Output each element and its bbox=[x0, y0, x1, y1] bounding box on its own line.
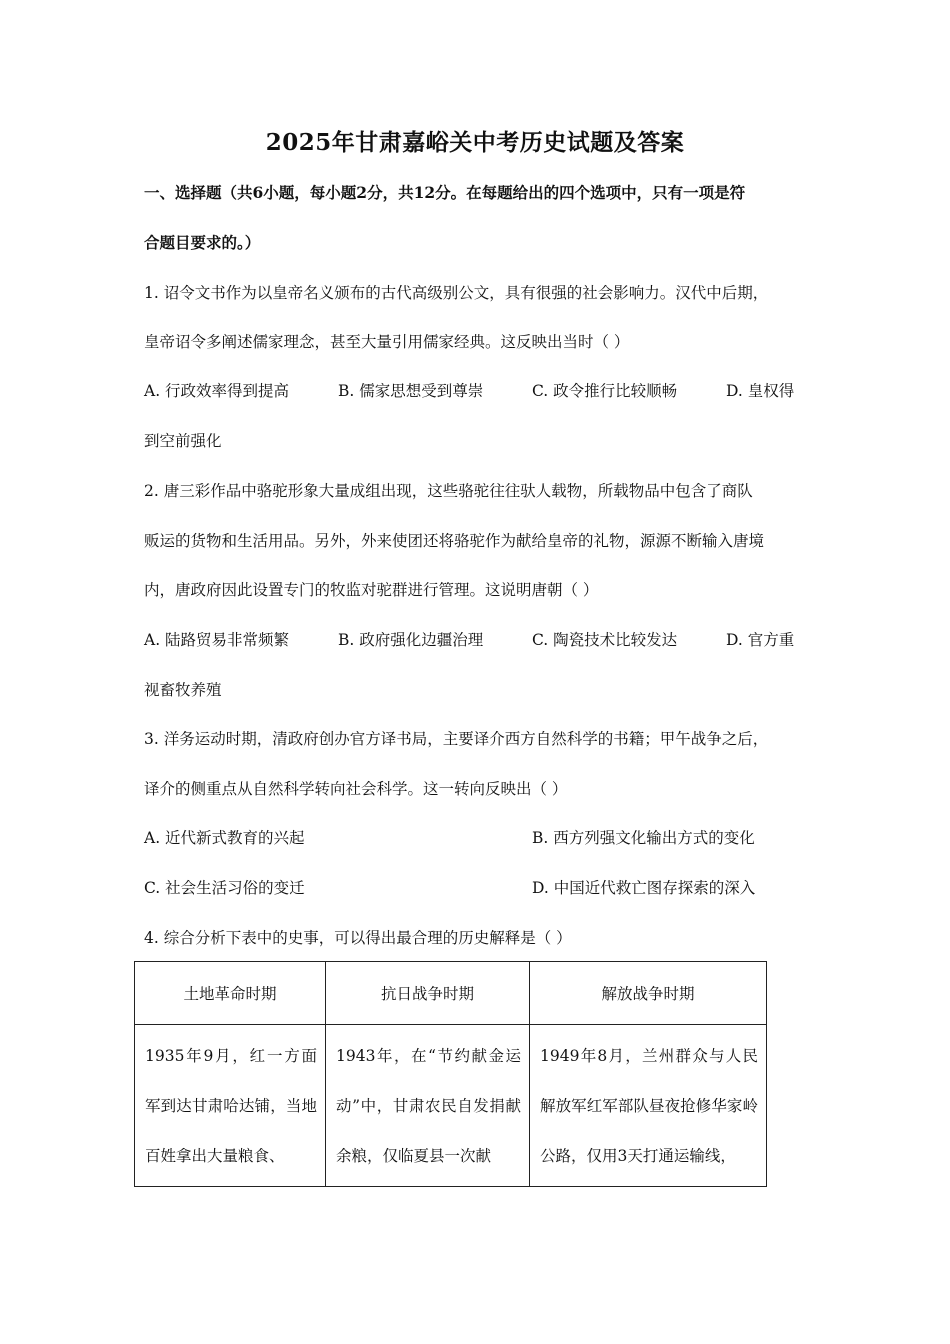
q3-option-d: D. 中国近代救亡图存探索的深入 bbox=[532, 879, 756, 897]
q1-option-a: A. 行政效率得到提高 bbox=[144, 382, 290, 400]
q2-option-c: C. 陶瓷技术比较发达 bbox=[532, 631, 678, 649]
table-cell-liberation-war bbox=[530, 1025, 767, 1187]
table-header-land-revolution: 土地革命时期 bbox=[135, 962, 326, 1025]
table-cell-anti-japanese-war bbox=[326, 1025, 530, 1187]
table-cell-land-revolution bbox=[135, 1025, 326, 1187]
q1-option-d-wrap: 到空前强化 bbox=[144, 432, 222, 450]
q2-option-d: D. 官方重 bbox=[726, 631, 795, 649]
table-cell-text: 1949年8月，兰州群众与人民解放军红军部队昼夜抢修华家岭公路，仅用3天打通运输线， bbox=[540, 1047, 758, 1165]
table-header-liberation-war: 解放战争时期 bbox=[530, 962, 767, 1025]
q2-stem-line-1: 2. 唐三彩作品中骆驼形象大量成组出现，这些骆驼往往驮人载物，所载物品中包含了商队 bbox=[144, 482, 753, 500]
table-header-anti-japanese-war: 抗日战争时期 bbox=[326, 962, 530, 1025]
table-cell-text: 1935年9月，红一方面军到达甘肃哈达铺，当地百姓拿出大量粮食、 bbox=[145, 1047, 317, 1165]
q1-option-c: C. 政令推行比较顺畅 bbox=[532, 382, 678, 400]
q2-option-b: B. 政府强化边疆治理 bbox=[338, 631, 484, 649]
q3-option-c: C. 社会生活习俗的变迁 bbox=[144, 879, 305, 897]
q4-stem-line-1: 4. 综合分析下表中的史事，可以得出最合理的历史解释是（ ） bbox=[144, 929, 572, 947]
q3-stem-line-2: 译介的侧重点从自然科学转向社会科学。这一转向反映出（ ） bbox=[144, 780, 568, 798]
history-events-table bbox=[134, 961, 767, 1187]
q1-stem-line-1: 1. 诏令文书作为以皇帝名义颁布的古代高级别公文，具有很强的社会影响力。汉代中后期， bbox=[144, 284, 769, 302]
section-heading-line-1: 一、选择题（共6小题，每小题2分，共12分。在每题给出的四个选项中，只有一项是符 bbox=[144, 183, 746, 202]
q3-option-a: A. 近代新式教育的兴起 bbox=[144, 829, 305, 847]
page-title: 2025年甘肃嘉峪关中考历史试题及答案 bbox=[265, 129, 685, 156]
table-cell-text: 1943年，在“节约献金运动”中，甘肃农民自发捐献余粮，仅临夏县一次献 bbox=[336, 1047, 521, 1165]
q1-stem-line-2: 皇帝诏令多阐述儒家理念，甚至大量引用儒家经典。这反映出当时（ ） bbox=[144, 333, 630, 351]
q2-option-d-wrap: 视畜牧养殖 bbox=[144, 681, 222, 699]
q2-stem-line-3: 内，唐政府因此设置专门的牧监对驼群进行管理。这说明唐朝（ ） bbox=[144, 581, 599, 599]
q2-stem-line-2: 贩运的货物和生活用品。另外，外来使团还将骆驼作为献给皇帝的礼物，源源不断输入唐境 bbox=[144, 532, 765, 550]
q3-option-b: B. 西方列强文化输出方式的变化 bbox=[532, 829, 755, 847]
table-row bbox=[135, 1025, 767, 1187]
q3-stem-line-1: 3. 洋务运动时期，清政府创办官方译书局，主要译介西方自然科学的书籍；甲午战争之后， bbox=[144, 730, 769, 748]
q2-option-a: A. 陆路贸易非常频繁 bbox=[144, 631, 290, 649]
q1-option-b: B. 儒家思想受到尊崇 bbox=[338, 382, 484, 400]
section-heading-line-2: 合题目要求的。） bbox=[144, 233, 261, 252]
q1-option-d: D. 皇权得 bbox=[726, 382, 795, 400]
